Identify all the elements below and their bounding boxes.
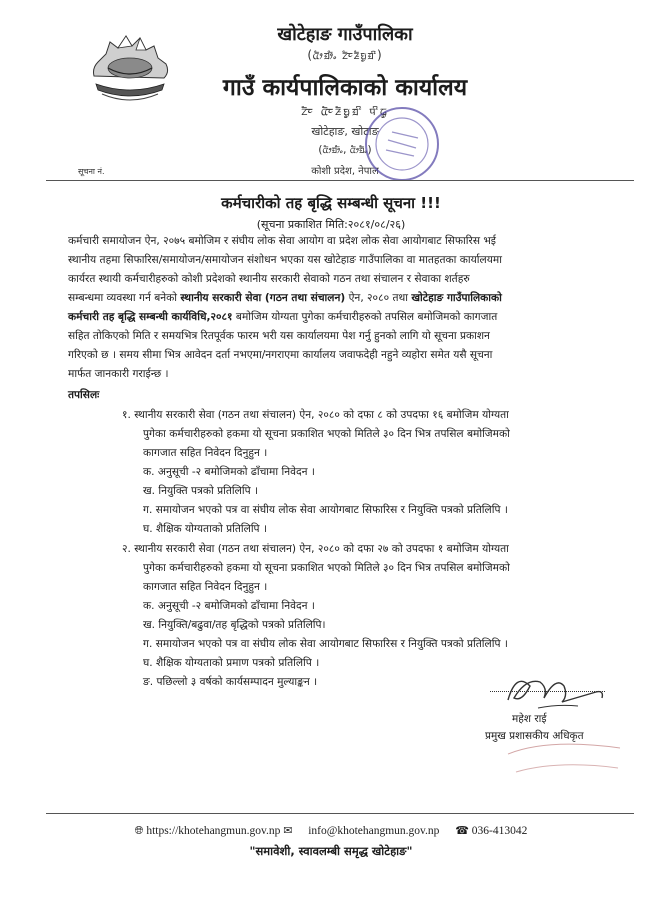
intro-line-4a: सम्बन्धमा व्यवस्था गर्न बनेको bbox=[68, 292, 178, 304]
tapasil-label: तपसिलः bbox=[68, 389, 100, 401]
header-divider bbox=[46, 180, 634, 181]
signatory-name: महेश राई bbox=[512, 713, 547, 725]
act-name-bold: स्थानीय सरकारी सेवा (गठन तथा संचालन) bbox=[180, 292, 346, 304]
contact-footer bbox=[0, 824, 662, 838]
item-1-line-3: कागजात सहित निवेदन दिनुहुन । bbox=[143, 447, 268, 459]
item-2-sub-c: ग. समायोजन भएको पत्र वा संघीय लोक सेवा आयोगबाट सिफारिस र नियुक्ति पत्रको प्रतिलिपि । bbox=[143, 638, 508, 650]
province-country: कोशी प्रदेश, नेपाल bbox=[311, 166, 379, 177]
item-2-line-1: २. स्थानीय सरकारी सेवा (गठन तथा संचालन) ऐन, २०८० को दफा २७ को उपदफा १ बमोजिम योग्यता bbox=[122, 543, 509, 555]
item-1-sub-c: ग. समायोजन भएको पत्र वा संघीय लोक सेवा आयोगबाट सिफारिस र नियुक्ति पत्रको प्रतिलिपि । bbox=[143, 504, 508, 516]
intro-line-2: स्थानीय तहमा सिफारिस/समायोजन/समायोजन संशोधन भएका यस खोटेहाङ गाउँपालिका वा मातहतका कार्यालयमा bbox=[68, 254, 502, 266]
phone-number: 036-413042 bbox=[471, 825, 528, 837]
intro-line-4c: ऐन, २०८० तथा bbox=[348, 292, 409, 304]
item-1-sub-a: क. अनुसूची -२ बमोजिमको ढाँचामा निवेदन । bbox=[143, 466, 315, 478]
nepal-emblem-icon bbox=[88, 28, 172, 108]
intro-line-6: सहित तोकिएको मिति र समयभित्र रितपूर्वक फारम भरी यस कार्यालयमा पेश गर्नु हुनको लागि यो सूचना प्रकाशन bbox=[68, 330, 490, 342]
signature-line bbox=[490, 691, 605, 692]
municipality-name-limbu: (ᤂᤥᤀᤣᤠᤱ ᤁᤠᤰᤏᤠᤎᤢᤀᤡ) bbox=[307, 48, 383, 62]
item-2-sub-e: ङ. पछिल्लो ३ वर्षको कार्यसम्पादन मुल्याङ्कन । bbox=[143, 676, 318, 688]
item-2-sub-d: घ. शैक्षिक योग्यताको प्रमाण पत्रको प्रतिलिपि । bbox=[143, 657, 320, 669]
intro-line-4 bbox=[68, 289, 502, 308]
globe-icon: 🌐︎ bbox=[134, 825, 144, 837]
item-2-line-2: पुगेका कर्मचारीहरुको हकमा यो सूचना प्रकाशित भएको मितिले ३० दिन भित्र तपसिल बमोजिमको bbox=[143, 562, 510, 574]
office-address: खोटेहाङ, खोटाङ bbox=[311, 125, 379, 138]
procedure-name-bold: कर्मचारी तह बृद्धि सम्बन्धी कार्यविधि,२०८१ bbox=[68, 311, 233, 323]
intro-line-5b: बमोजिम योग्यता पुगेका कर्मचारीहरुको तपसिल बमोजिमको कागजात bbox=[235, 311, 498, 323]
item-1-line-2: पुगेका कर्मचारीहरुको हकमा यो सूचना प्रकाशित भएको मितिले ३० दिन भित्र तपसिल बमोजिमको bbox=[143, 428, 510, 440]
signature-and-stamp bbox=[478, 668, 628, 778]
item-1-sub-d: घ. शैक्षिक योग्यताको प्रतिलिपि । bbox=[143, 523, 267, 535]
intro-line-8: मार्फत जानकारी गराईन्छ । bbox=[68, 368, 169, 380]
notice-number-label: सूचना नं. bbox=[78, 167, 105, 176]
item-1-line-1: १. स्थानीय सरकारी सेवा (गठन तथा संचालन) ऐन, २०८० को दफा ८ को उपदफा १६ बमोजिम योग्यता bbox=[122, 409, 509, 421]
published-date: (सूचना प्रकाशित मिति:२०८१/०८/२६) bbox=[256, 218, 406, 231]
website-link[interactable]: https://khotehangmun.gov.np bbox=[146, 825, 281, 837]
office-name: गाउँ कार्यपालिकाको कार्यालय bbox=[222, 75, 468, 101]
notice-title: कर्मचारीको तह बृद्धि सम्बन्धी सूचना !!! bbox=[221, 194, 441, 212]
municipality-motto: "समावेशी, स्वावलम्बी समृद्ध खोटेहाङ" bbox=[249, 844, 413, 858]
office-name-limbu: ᤁᤠᤰ ᤂᤠᤰᤏᤠᤎᤢᤀᤡ ᤄᤡᤒᤢ bbox=[301, 104, 389, 119]
intro-line-5 bbox=[68, 308, 497, 327]
email-link[interactable]: info@khotehangmun.gov.np bbox=[308, 825, 440, 837]
intro-line-7: गरिएको छ । समय सीमा भित्र आवेदन दर्ता नभएमा/नगराएमा कार्यालय जवाफदेही नहुने व्यहोरा समेत यसै सूचना bbox=[68, 349, 493, 361]
intro-line-1: कर्मचारी समायोजन ऐन, २०७५ बमोजिम र संघीय लोक सेवा आयोग वा प्रदेश लोक सेवा आयोगबाट सिफारिस भई bbox=[68, 235, 497, 247]
item-2-sub-a: क. अनुसूची -२ बमोजिमको ढाँचामा निवेदन । bbox=[143, 600, 315, 612]
intro-line-3: कार्यरत स्थायी कर्मचारीहरुको कोशी प्रदेशको स्थानीय सरकारी सेवाको गठन तथा संचालन र सेवाका शर्तहरु bbox=[68, 273, 470, 285]
office-address-limbu: (ᤂᤥᤀᤣᤠᤱ, ᤂᤥᤀᤠᤱ) bbox=[318, 143, 372, 156]
item-2-line-3: कागजात सहित निवेदन दिनुहुन । bbox=[143, 581, 268, 593]
email-icon: ✉ bbox=[283, 825, 293, 837]
office-seal-stamp bbox=[362, 104, 442, 184]
signatory-title: प्रमुख प्रशासकीय अधिकृत bbox=[485, 730, 584, 742]
municipality-bold: खोटेहाङ गाउँपालिकाको bbox=[411, 292, 502, 304]
phone-icon: ☎ bbox=[455, 825, 469, 837]
municipality-name: खोटेहाङ गाउँपालिका bbox=[277, 24, 413, 45]
item-1-sub-b: ख. नियुक्ति पत्रको प्रतिलिपि । bbox=[143, 485, 258, 497]
footer-divider bbox=[46, 813, 634, 814]
item-2-sub-b: ख. नियुक्ति/बढुवा/तह बृद्धिको पत्रको प्रतिलिपि। bbox=[143, 619, 326, 631]
